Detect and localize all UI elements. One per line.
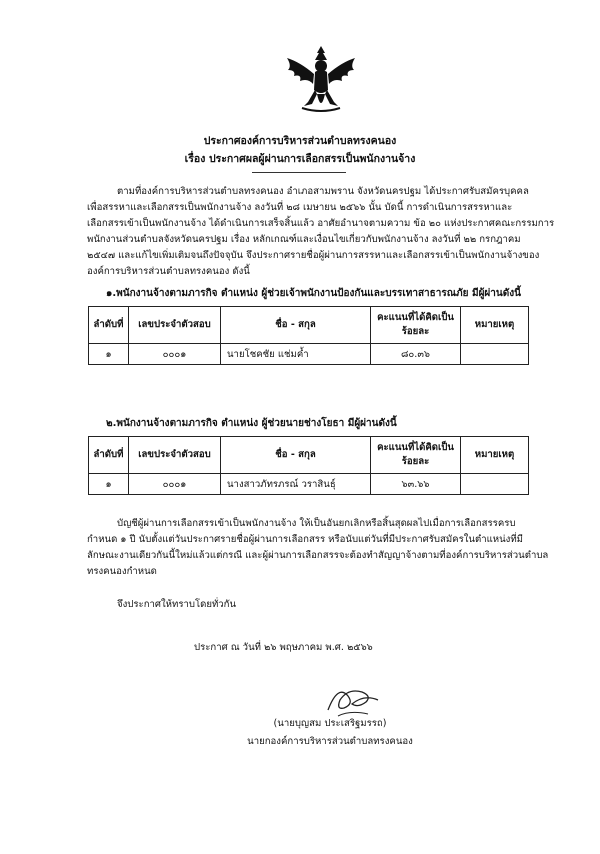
validity-paragraph xyxy=(87,516,549,580)
row-name: นางสาวภัทรภรณ์ วราสินธุ์ xyxy=(221,474,371,495)
col-exam-id-header: เลขประจำตัวสอบ xyxy=(129,307,221,344)
intro-line: ๒๕๔๗ และแก้ไขเพิ่มเติมจนถึงปัจจุบัน จึงประกาศรายชื่อผู้ผ่านการสรรหาและเลือกสรรเข้าเป็นพนักงานจ้างของ xyxy=(87,250,540,261)
intro-line: เลือกสรรเข้าเป็นพนักงานจ้าง ได้ดำเนินการเสร็จสิ้นแล้ว อาศัยอำนาจตามความ ข้อ ๒๐ แห่งประกาศคณะกรรมการ xyxy=(87,218,555,229)
document-subject: เรื่อง ประกาศผลผู้ผ่านการเลือกสรรเป็นพนักงานจ้าง xyxy=(184,153,416,165)
col-name-header: ชื่อ - สกุล xyxy=(221,307,371,344)
table-header-row xyxy=(89,437,529,474)
document-title: ประกาศองค์การบริหารส่วนตำบลทรงคนอง xyxy=(203,135,397,147)
intro-paragraph xyxy=(87,184,555,280)
section2-table xyxy=(88,436,529,495)
section2-heading: ๒.พนักงานจ้างตามภารกิจ ตำแหน่ง ผู้ช่วยนายช่างโยธา มีผู้ผ่านดังนี้ xyxy=(106,418,397,429)
validity-line: ทรงคนองกำหนด xyxy=(87,566,157,577)
signer-position: นายกองค์การบริหารส่วนตำบลทรงคนอง xyxy=(247,736,413,747)
row-name: นายโชคชัย แช่มค้ำ xyxy=(221,344,371,365)
table-row xyxy=(89,344,529,365)
row-exam-id: ๐๐๐๑ xyxy=(129,344,221,365)
row-note xyxy=(461,474,529,495)
signature-icon xyxy=(318,680,384,720)
section1-heading: ๑.พนักงานจ้างตามภารกิจ ตำแหน่ง ผู้ช่วยเจ้าพนักงานป้องกันและบรรเทาสาธารณภัย มีผู้ผ่านดังนี้ xyxy=(106,288,521,299)
intro-line: ตามที่องค์การบริหารส่วนตำบลทรงคนอง อำเภอสามพราน จังหวัดนครปฐม ได้ประกาศรับสมัครบุคคล xyxy=(117,186,529,197)
validity-line: ลักษณะงานเดียวกันนี้ใหม่แล้วแต่กรณี และผู้ผ่านการเลือกสรรจะต้องทำสัญญาจ้างตามที่องค์การบริหารส่วนตำบล xyxy=(87,550,549,561)
title-divider xyxy=(252,172,346,173)
col-note-header: หมายเหตุ xyxy=(461,307,529,344)
closing-statement: จึงประกาศให้ทราบโดยทั่วกัน xyxy=(117,599,237,610)
col-order-header: ลำดับที่ xyxy=(89,307,129,344)
col-order-header: ลำดับที่ xyxy=(89,437,129,474)
table-row xyxy=(89,474,529,495)
row-score: ๘๐.๓๖ xyxy=(371,344,461,365)
validity-line: กำหนด ๑ ปี นับตั้งแต่วันประกาศรายชื่อผู้ผ่านการเลือกสรร หรือนับแต่วันที่มีประกาศรับสมัครในตำแหน่งที่มี xyxy=(87,534,523,545)
col-score-header: คะแนนที่ได้คิดเป็นร้อยละ xyxy=(371,307,461,344)
intro-line: องค์การบริหารส่วนตำบลทรงคนอง ดังนี้ xyxy=(87,266,250,277)
row-order: ๑ xyxy=(89,474,129,495)
col-exam-id-header: เลขประจำตัวสอบ xyxy=(129,437,221,474)
row-order: ๑ xyxy=(89,344,129,365)
col-score-header: คะแนนที่ได้คิดเป็นร้อยละ xyxy=(371,437,461,474)
table-header-row xyxy=(89,307,529,344)
col-name-header: ชื่อ - สกุล xyxy=(221,437,371,474)
row-note xyxy=(461,344,529,365)
intro-line: พนักงานส่วนตำบลจังหวัดนครปฐม เรื่อง หลักเกณฑ์และเงื่อนไขเกี่ยวกับพนักงานจ้าง ลงวันที่ ๒๒ กรกฎาคม xyxy=(87,234,521,245)
row-exam-id: ๐๐๐๑ xyxy=(129,474,221,495)
section1-table xyxy=(88,306,529,365)
intro-line: เพื่อสรรหาและเลือกสรรเป็นพนักงานจ้าง ลงวันที่ ๒๘ เมษายน ๒๕๖๖ นั้น บัดนี้ การดำเนินการสรรหาและ xyxy=(87,202,513,213)
announcement-date: ประกาศ ณ วันที่ ๒๖ พฤษภาคม พ.ศ. ๒๕๖๖ xyxy=(194,642,373,653)
signer-name: (นายบุญสม ประเสริฐมรรถ) xyxy=(273,718,387,729)
col-note-header: หมายเหตุ xyxy=(461,437,529,474)
row-score: ๖๓.๖๖ xyxy=(371,474,461,495)
validity-line: บัญชีผู้ผ่านการเลือกสรรเข้าเป็นพนักงานจ้าง ให้เป็นอันยกเลิกหรือสิ้นสุดผลไปเมื่อการเลือกสรรครบ xyxy=(117,518,516,529)
garuda-emblem-icon xyxy=(284,44,358,116)
